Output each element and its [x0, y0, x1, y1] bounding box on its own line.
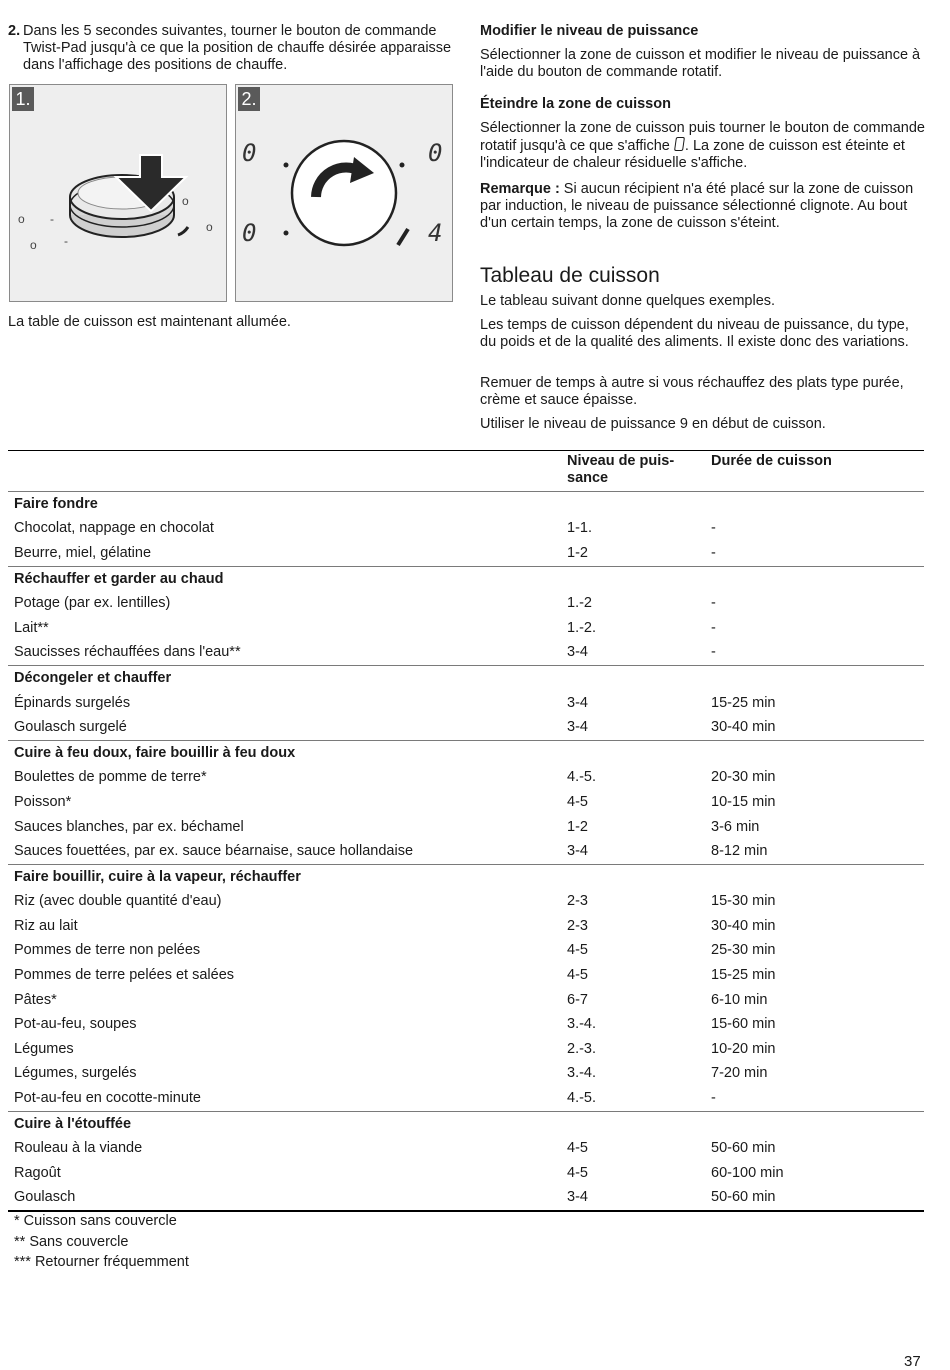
svg-text:o: o [206, 220, 213, 234]
table-group [8, 864, 924, 1111]
cell-dish: Riz au lait [14, 917, 78, 934]
cell-dish: Pot-au-feu, soupes [14, 1016, 137, 1033]
cell-dish: Sauces fouettées, par ex. sauce béarnaise, sauce hollandaise [14, 843, 414, 860]
figure-badge: 1. [12, 87, 34, 111]
table-row [8, 815, 924, 840]
cell-power-level: 3.-4. [567, 1016, 597, 1033]
cell-power-level: 2.-3. [567, 1040, 597, 1057]
category-title: Cuire à l'étouffée [14, 1115, 132, 1132]
table-row [8, 691, 924, 716]
intro-3: Remuer de temps à autre si vous réchauffez des plats type purée, crème et sauce épaisse. [480, 375, 904, 408]
table-row [8, 1012, 924, 1037]
figure-badge: 2. [238, 87, 260, 111]
cell-dish: Boulettes de pomme de terre* [14, 769, 207, 786]
svg-text:o: o [18, 212, 25, 226]
table-row [8, 517, 924, 542]
category-row [8, 492, 924, 517]
step-text: Dans les 5 secondes suivantes, tourner le bouton de commande Twist-Pad jusqu'à ce que la position de chauffe désirée apparaisse dans l'affichage des positions de chauffe. [23, 23, 452, 73]
footnotes [14, 1211, 189, 1273]
svg-text:o: o [30, 238, 37, 252]
table-row [8, 963, 924, 988]
cell-power-level: 4-5 [567, 967, 588, 984]
cell-duration: 15-25 min [711, 967, 776, 984]
intro-1: Le tableau suivant donne quelques exemples. [480, 293, 776, 309]
cell-dish: Beurre, miel, gélatine [14, 544, 152, 561]
category-row [8, 864, 924, 889]
cell-dish: Sauces blanches, par ex. béchamel [14, 818, 244, 835]
cell-power-level: 4-5 [567, 942, 588, 959]
cell-dish: Rouleau à la viande [14, 1140, 143, 1157]
note [480, 181, 925, 232]
cell-duration: 50-60 min [711, 1140, 776, 1157]
cell-duration: 50-60 min [711, 1189, 776, 1206]
footnote: ** Sans couvercle [14, 1233, 129, 1250]
cell-power-level: 2-3 [567, 893, 588, 910]
header-power-level: Niveau de puis- sance [567, 453, 675, 486]
cell-dish: Légumes [14, 1040, 74, 1057]
cell-duration: 10-15 min [711, 793, 776, 810]
table-group [8, 1111, 924, 1211]
category-row [8, 566, 924, 591]
cell-duration: 6-10 min [711, 991, 768, 1008]
display-bottom-right: 4 [428, 219, 443, 247]
intro-4: Utiliser le niveau de puissance 9 en début de cuisson. [480, 416, 826, 432]
step-2 [8, 23, 460, 74]
cell-power-level: 3-4 [567, 719, 588, 736]
display-top-left: 0 [242, 139, 257, 167]
cell-dish: Riz (avec double quantité d'eau) [14, 893, 222, 910]
table-row [8, 790, 924, 815]
cell-dish: Pommes de terre pelées et salées [14, 967, 235, 984]
category-row [8, 666, 924, 691]
cell-power-level: 1.-2. [567, 619, 597, 636]
cell-duration: 30-40 min [711, 917, 776, 934]
cell-duration: 15-60 min [711, 1016, 776, 1033]
table-row [8, 890, 924, 915]
cell-power-level: 2-3 [567, 917, 588, 934]
category-title: Décongeler et chauffer [14, 669, 172, 686]
table-row [8, 715, 924, 740]
cell-duration: 8-12 min [711, 843, 768, 860]
cell-duration: - [711, 595, 716, 612]
display-top-right: 0 [428, 139, 443, 167]
cell-duration: - [711, 520, 716, 537]
cell-power-level: 1-1. [567, 520, 592, 537]
cell-power-level: 3-4 [567, 694, 588, 711]
header-duration: Durée de cuisson [711, 453, 832, 469]
cell-power-level: 4-5 [567, 793, 588, 810]
twist-pad-press-illustration [10, 85, 226, 301]
off-title: Éteindre la zone de cuisson [480, 96, 671, 112]
cell-dish: Poisson* [14, 793, 72, 810]
table-row [8, 1086, 924, 1111]
cell-dish: Chocolat, nappage en chocolat [14, 520, 214, 537]
cell-power-level: 1-2 [567, 544, 588, 561]
table-group [8, 666, 924, 741]
cell-power-level: 3-4 [567, 1189, 588, 1206]
cell-dish: Lait** [14, 619, 49, 636]
caption-left: La table de cuisson est maintenant allumée. [8, 314, 291, 330]
note-label: Remarque : [480, 181, 560, 197]
svg-text:-: - [50, 212, 54, 226]
cell-duration: - [711, 619, 716, 636]
twist-pad-rotate-illustration [236, 85, 452, 301]
page-number: 37 [904, 1353, 921, 1370]
table-group [8, 566, 924, 665]
table-title: Tableau de cuisson [480, 264, 660, 287]
off-text-a: Sélectionner la zone de cuisson puis tourner le bouton de commande rotatif jusqu'à ce que s'affiche [480, 120, 925, 154]
cell-power-level: 6-7 [567, 991, 588, 1008]
cell-dish: Pommes de terre non pelées [14, 942, 201, 959]
category-title: Faire bouillir, cuire à la vapeur, réchauffer [14, 868, 301, 885]
header-dish [8, 451, 561, 492]
cooking-table [8, 450, 924, 1212]
display-bottom-left: 0 [242, 219, 257, 247]
cell-duration: - [711, 644, 716, 661]
cell-power-level: 1.-2 [567, 595, 592, 612]
cell-duration: 60-100 min [711, 1164, 784, 1181]
cell-duration: 30-40 min [711, 719, 776, 736]
table-group [8, 740, 924, 864]
cell-dish: Épinards surgelés [14, 694, 131, 711]
note-text: Si aucun récipient n'a été placé sur la zone de cuisson par induction, le niveau de puissance sélectionné clignote. Au bout d'un certain temps, la zone de cuisson s'éteint. [480, 181, 914, 231]
cell-dish: Légumes, surgelés [14, 1065, 137, 1082]
cell-power-level: 3-4 [567, 644, 588, 661]
off-text-b: . La zone de cuisson est éteinte et l'indicateur de chaleur résiduelle s'affiche. [480, 138, 905, 171]
step-number: 2. [8, 23, 21, 39]
cell-dish: Potage (par ex. lentilles) [14, 595, 171, 612]
table-row [8, 1062, 924, 1087]
table-row [8, 766, 924, 791]
category-row [8, 1111, 924, 1136]
category-title: Faire fondre [14, 495, 98, 512]
category-title: Réchauffer et garder au chaud [14, 570, 224, 587]
cell-duration: 20-30 min [711, 769, 776, 786]
cell-duration: 15-25 min [711, 694, 776, 711]
figure-1 [9, 84, 227, 302]
table-row [8, 1037, 924, 1062]
category-title: Cuire à feu doux, faire bouillir à feu doux [14, 744, 296, 761]
cell-dish: Pot-au-feu en cocotte-minute [14, 1090, 201, 1107]
cell-duration: 3-6 min [711, 818, 760, 835]
off-text [480, 120, 925, 172]
table-group [8, 492, 924, 567]
table-row [8, 988, 924, 1013]
cell-dish: Saucisses réchauffées dans l'eau** [14, 644, 241, 661]
intro-2: Les temps de cuisson dépendent du niveau de puissance, du type, du poids et de la qualité des aliments. Il existe donc des variations. [480, 317, 909, 350]
cell-duration: 15-30 min [711, 893, 776, 910]
cell-dish: Goulasch [14, 1189, 76, 1206]
table-row [8, 1186, 924, 1212]
cell-duration: 10-20 min [711, 1040, 776, 1057]
table-row [8, 616, 924, 641]
cell-power-level: 4-5 [567, 1164, 588, 1181]
cell-dish: Goulasch surgelé [14, 719, 127, 736]
category-row [8, 740, 924, 765]
cell-power-level: 3.-4. [567, 1065, 597, 1082]
cell-power-level: 4.-5. [567, 1090, 597, 1107]
cell-duration: 7-20 min [711, 1065, 768, 1082]
footnote: *** Retourner fréquemment [14, 1254, 189, 1270]
cell-power-level: 1-2 [567, 818, 588, 835]
table-row [8, 839, 924, 864]
footnote: * Cuisson sans couvercle [14, 1213, 177, 1229]
modify-title: Modifier le niveau de puissance [480, 23, 699, 39]
table-header [8, 451, 924, 492]
figure-2 [235, 84, 453, 302]
table-row [8, 591, 924, 616]
table-row [8, 939, 924, 964]
cell-dish: Ragoût [14, 1164, 61, 1181]
table-row [8, 914, 924, 939]
cell-dish: Pâtes* [14, 991, 57, 1008]
table-row [8, 541, 924, 566]
zero-display-icon [674, 137, 685, 151]
svg-text:-: - [64, 234, 68, 248]
modify-text: Sélectionner la zone de cuisson et modifier le niveau de puissance à l'aide du bouton de commande rotatif. [480, 47, 921, 80]
table-row [8, 641, 924, 666]
table-row [8, 1136, 924, 1161]
cell-duration: 25-30 min [711, 942, 776, 959]
cell-power-level: 4-5 [567, 1140, 588, 1157]
svg-text:o: o [182, 194, 189, 208]
cell-duration: - [711, 1090, 716, 1107]
cell-duration: - [711, 544, 716, 561]
cell-power-level: 3-4 [567, 843, 588, 860]
cell-power-level: 4.-5. [567, 769, 597, 786]
table-row [8, 1161, 924, 1186]
